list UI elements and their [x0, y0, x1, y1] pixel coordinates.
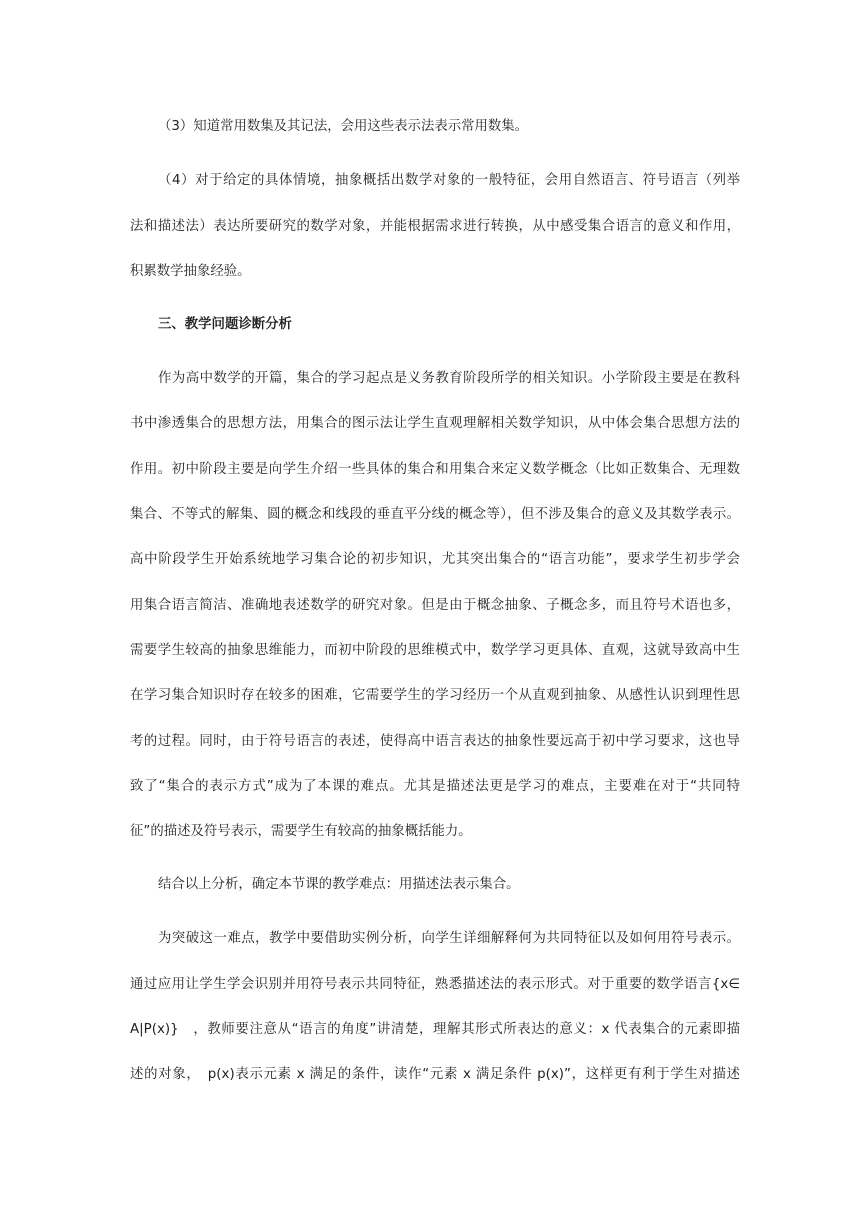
- analysis-line-5: 高中阶段学生开始系统地学习集合论的初步知识，尤其突出集合的“语言功能”，要求学生初步学会: [130, 552, 740, 567]
- breakthrough-line-3: A|P(x)} ，教师要注意从“语言的角度”讲清楚，理解其形式所表达的意义：x 代表集合的元素即描: [130, 1022, 740, 1037]
- analysis-line-6: 用集合语言简洁、准确地表述数学的研究对象。但是由于概念抽象、子概念多，而且符号术语也多，: [130, 598, 740, 613]
- breakthrough-line-2: 通过应用让学生学会识别并用符号表示共同特征，熟悉描述法的表示形式。对于重要的数学语言{x∈: [130, 977, 740, 992]
- analysis-line-7: 需要学生较高的抽象思维能力，而初中阶段的思维模式中，数学学习更具体、直观，这就导致高中生: [130, 643, 740, 658]
- paragraph-4-line-1: （4）对于给定的具体情境，抽象概括出数学对象的一般特征，会用自然语言、符号语言（列举: [158, 173, 740, 188]
- analysis-line-10: 致了“集合的表示方式”成为了本课的难点。尤其是描述法更是学习的难点，主要难在对于“共同特: [130, 779, 740, 794]
- analysis-line-4: 集合、不等式的解集、圆的概念和线段的垂直平分线的概念等），但不涉及集合的意义及其数学表示。: [130, 507, 740, 522]
- paragraph-3-line-1: （3）知道常用数集及其记法，会用这些表示法表示常用数集。: [158, 119, 529, 134]
- analysis-line-9: 考的过程。同时，由于符号语言的表述，使得高中语言表达的抽象性要远高于初中学习要求，这也导: [130, 734, 740, 749]
- analysis-line-2: 书中渗透集合的思想方法，用集合的图示法让学生直观理解相关数学知识，从中体会集合思想方法的: [130, 416, 740, 431]
- paragraph-4-line-3: 积累数学抽象经验。: [130, 264, 251, 279]
- section-heading: 三、教学问题诊断分析: [158, 317, 292, 332]
- breakthrough-line-1: 为突破这一难点，教学中要借助实例分析，向学生详细解释何为共同特征以及如何用符号表示。: [158, 931, 740, 946]
- conclusion-line: 结合以上分析，确定本节课的教学难点：用描述法表示集合。: [158, 877, 520, 892]
- analysis-line-3: 作用。初中阶段主要是向学生介绍一些具体的集合和用集合来定义数学概念（比如正数集合、无理数: [130, 462, 740, 477]
- analysis-line-1: 作为高中数学的开篇，集合的学习起点是义务教育阶段所学的相关知识。小学阶段主要是在教科: [158, 371, 740, 386]
- analysis-line-11: 征”的描述及符号表示，需要学生有较高的抽象概括能力。: [130, 824, 472, 839]
- analysis-line-8: 在学习集合知识时存在较多的困难，它需要学生的学习经历一个从直观到抽象、从感性认识到理性思: [130, 688, 740, 703]
- breakthrough-line-4: 述的对象， p(x)表示元素 x 满足的条件，读作“元素 x 满足条件 p(x)”，这样更有利于学生对描述: [130, 1067, 740, 1082]
- paragraph-4-line-2: 法和描述法）表达所要研究的数学对象，并能根据需求进行转换，从中感受集合语言的意义和作用，: [130, 219, 740, 234]
